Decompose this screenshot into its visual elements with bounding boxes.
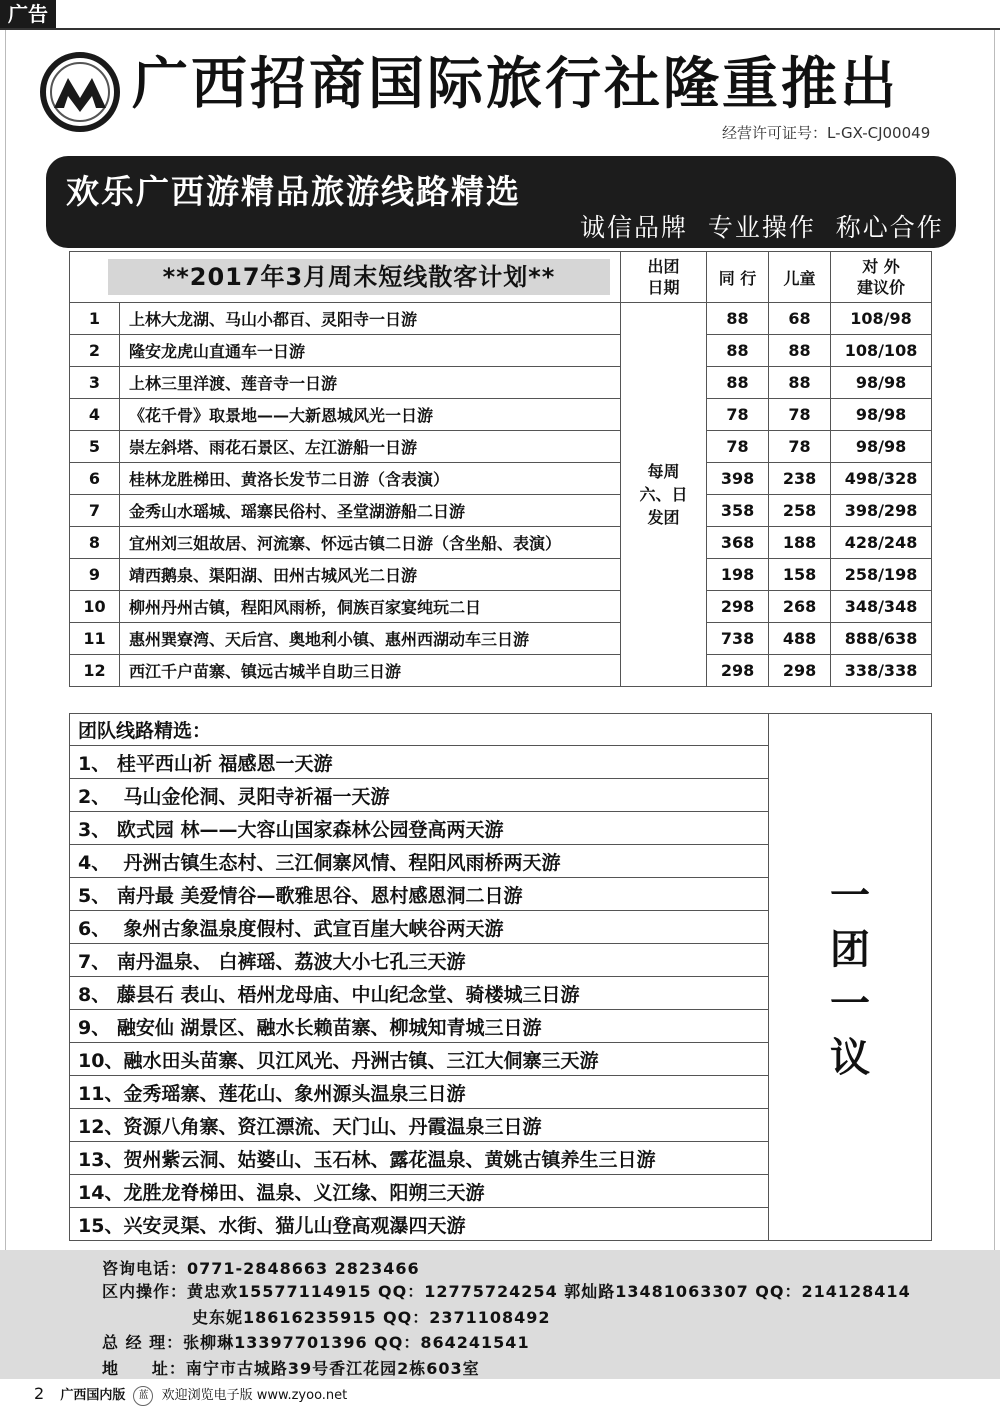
contact-manager: 总 经 理：张柳琳13397701396 QQ：864241541 <box>102 1333 530 1352</box>
route-name: 宜州刘三姐故居、河流寨、怀远古镇二日游（含坐船、表演） <box>120 527 621 559</box>
group-route: 2、 马山金伦洞、灵阳寺祈福一天游 <box>70 779 769 812</box>
group-route: 12、资源八角寨、资江漂流、天门山、丹霞温泉三日游 <box>70 1109 769 1142</box>
row-number: 12 <box>70 655 120 687</box>
row-number: 1 <box>70 303 120 335</box>
child-price: 78 <box>769 399 831 431</box>
child-price: 88 <box>769 367 831 399</box>
header-date: 出团 日期 <box>621 252 707 303</box>
child-price: 158 <box>769 559 831 591</box>
peer-price: 78 <box>707 431 769 463</box>
license-number: 经营许可证号：L-GX-CJ00049 <box>722 124 931 142</box>
retail-price: 888/638 <box>831 623 932 655</box>
peer-price: 398 <box>707 463 769 495</box>
group-route: 4、 丹洲古镇生态村、三江侗寨风情、程阳风雨桥两天游 <box>70 845 769 878</box>
retail-price: 348/348 <box>831 591 932 623</box>
negotiable-label: 一 团 一 议 <box>769 714 932 1241</box>
frame-right <box>994 30 995 1300</box>
route-name: 靖西鹅泉、渠阳湖、田州古城风光二日游 <box>120 559 621 591</box>
child-price: 188 <box>769 527 831 559</box>
peer-price: 88 <box>707 367 769 399</box>
group-title-row <box>70 714 932 746</box>
contact-phone: 咨询电话：0771-2848663 2823466 <box>102 1259 420 1278</box>
group-route: 10、融水田头苗寨、贝江风光、丹洲古镇、三江大侗寨三天游 <box>70 1043 769 1076</box>
table-row <box>70 527 932 559</box>
website-link[interactable]: 欢迎浏览电子版 www.zyoo.net <box>161 1388 348 1403</box>
row-number: 5 <box>70 431 120 463</box>
plan-title: **2017年3月周末短线散客计划** <box>108 259 610 295</box>
contact-ops-1: 区内操作：黄忠欢15577114915 QQ：12775724254 郭灿路13481063307 QQ：214128414 <box>102 1282 911 1301</box>
group-route: 14、龙胜龙脊梯田、温泉、义江缘、阳朔三天游 <box>70 1175 769 1208</box>
child-price: 268 <box>769 591 831 623</box>
retail-price: 498/328 <box>831 463 932 495</box>
weekend-plan-table <box>69 251 932 687</box>
retail-price: 98/98 <box>831 431 932 463</box>
table-row <box>70 303 932 335</box>
row-number: 11 <box>70 623 120 655</box>
zyoo-logo-icon: 蓝 <box>133 1386 153 1406</box>
table-row <box>70 335 932 367</box>
route-name: 《花千骨》取景地——大新恩城风光一日游 <box>120 399 621 431</box>
retail-price: 338/338 <box>831 655 932 687</box>
group-title: 团队线路精选： <box>70 714 769 746</box>
table-row <box>70 463 932 495</box>
row-number: 2 <box>70 335 120 367</box>
row-number: 3 <box>70 367 120 399</box>
contact-address: 地 址：南宁市古城路39号香江花园2栋603室 <box>102 1359 480 1378</box>
row-number: 9 <box>70 559 120 591</box>
group-route: 15、兴安灵渠、水街、猫儿山登高观瀑四天游 <box>70 1208 769 1241</box>
table-row <box>70 591 932 623</box>
departure-date: 每周 六、日 发团 <box>621 303 707 687</box>
page-number: 2 <box>34 1384 45 1403</box>
main-title: 广西招商国际旅行社隆重推出 <box>132 52 899 117</box>
peer-price: 298 <box>707 655 769 687</box>
route-name: 隆安龙虎山直通车一日游 <box>120 335 621 367</box>
retail-price: 98/98 <box>831 367 932 399</box>
table-row <box>70 431 932 463</box>
group-route: 13、贺州紫云洞、姑婆山、玉石林、露花温泉、黄姚古镇养生三日游 <box>70 1142 769 1175</box>
retail-price: 428/248 <box>831 527 932 559</box>
table-row <box>70 623 932 655</box>
table-row <box>70 495 932 527</box>
top-divider <box>0 28 1000 30</box>
route-name: 崇左斜塔、雨花石景区、左江游船一日游 <box>120 431 621 463</box>
row-number: 7 <box>70 495 120 527</box>
child-price: 88 <box>769 335 831 367</box>
group-route: 1、 桂平西山祈 福感恩一天游 <box>70 746 769 779</box>
peer-price: 358 <box>707 495 769 527</box>
child-price: 78 <box>769 431 831 463</box>
row-number: 8 <box>70 527 120 559</box>
route-name: 桂林龙胜梯田、黄洛长发节二日游（含表演） <box>120 463 621 495</box>
peer-price: 88 <box>707 335 769 367</box>
child-price: 68 <box>769 303 831 335</box>
group-route: 3、 欧式园 林——大容山国家森林公园登高两天游 <box>70 812 769 845</box>
retail-price: 258/198 <box>831 559 932 591</box>
retail-price: 398/298 <box>831 495 932 527</box>
group-route: 9、 融安仙 湖景区、融水长赖苗寨、柳城知青城三日游 <box>70 1010 769 1043</box>
route-name: 柳州丹州古镇，程阳风雨桥，侗族百家宴纯玩二日 <box>120 591 621 623</box>
route-name: 西江千户苗寨、镇远古城半自助三日游 <box>120 655 621 687</box>
group-route: 6、 象州古象温泉度假村、武宣百崖大峡谷两天游 <box>70 911 769 944</box>
route-name: 惠州巽寮湾、天后宫、奥地利小镇、惠州西湖动车三日游 <box>120 623 621 655</box>
peer-price: 298 <box>707 591 769 623</box>
child-price: 238 <box>769 463 831 495</box>
group-routes-table <box>69 713 932 1241</box>
retail-price: 108/98 <box>831 303 932 335</box>
table-header-row <box>70 252 932 303</box>
row-number: 6 <box>70 463 120 495</box>
peer-price: 738 <box>707 623 769 655</box>
header-peer: 同 行 <box>707 252 769 303</box>
row-number: 10 <box>70 591 120 623</box>
plan-title-cell <box>70 252 621 303</box>
route-name: 上林三里洋渡、莲音寺一日游 <box>120 367 621 399</box>
banner-title: 欢乐广西游精品旅游线路精选 <box>66 172 521 211</box>
row-number: 4 <box>70 399 120 431</box>
retail-price: 108/108 <box>831 335 932 367</box>
table-row <box>70 655 932 687</box>
table-row <box>70 399 932 431</box>
peer-price: 78 <box>707 399 769 431</box>
frame-left <box>5 30 6 1300</box>
banner-slogan: 诚信品牌 专业操作 称心合作 <box>580 213 944 242</box>
child-price: 298 <box>769 655 831 687</box>
retail-price: 98/98 <box>831 399 932 431</box>
table-row <box>70 367 932 399</box>
route-name: 上林大龙湖、马山小都百、灵阳寺一日游 <box>120 303 621 335</box>
peer-price: 198 <box>707 559 769 591</box>
peer-price: 368 <box>707 527 769 559</box>
contact-footer <box>0 1250 1000 1379</box>
ad-tag: 广告 <box>0 0 56 28</box>
contact-ops-2: 史东妮18616235915 QQ：2371108492 <box>192 1308 551 1327</box>
table-row <box>70 559 932 591</box>
edition-label: 广西国内版 <box>60 1388 126 1403</box>
header-price: 对 外 建议价 <box>831 252 932 303</box>
child-price: 258 <box>769 495 831 527</box>
peer-price: 88 <box>707 303 769 335</box>
page-bar <box>34 1384 347 1406</box>
group-route: 11、金秀瑶寨、莲花山、象州源头温泉三日游 <box>70 1076 769 1109</box>
group-route: 5、 南丹最 美爱情谷—歌雅思谷、恩村感恩洞二日游 <box>70 878 769 911</box>
header-child: 儿童 <box>769 252 831 303</box>
child-price: 488 <box>769 623 831 655</box>
zhaoshang-logo-icon <box>40 52 120 132</box>
route-name: 金秀山水瑶城、瑶寨民俗村、圣堂湖游船二日游 <box>120 495 621 527</box>
group-route: 8、 藤县石 表山、梧州龙母庙、中山纪念堂、骑楼城三日游 <box>70 977 769 1010</box>
group-route: 7、 南丹温泉、 白裤瑶、荔波大小七孔三天游 <box>70 944 769 977</box>
